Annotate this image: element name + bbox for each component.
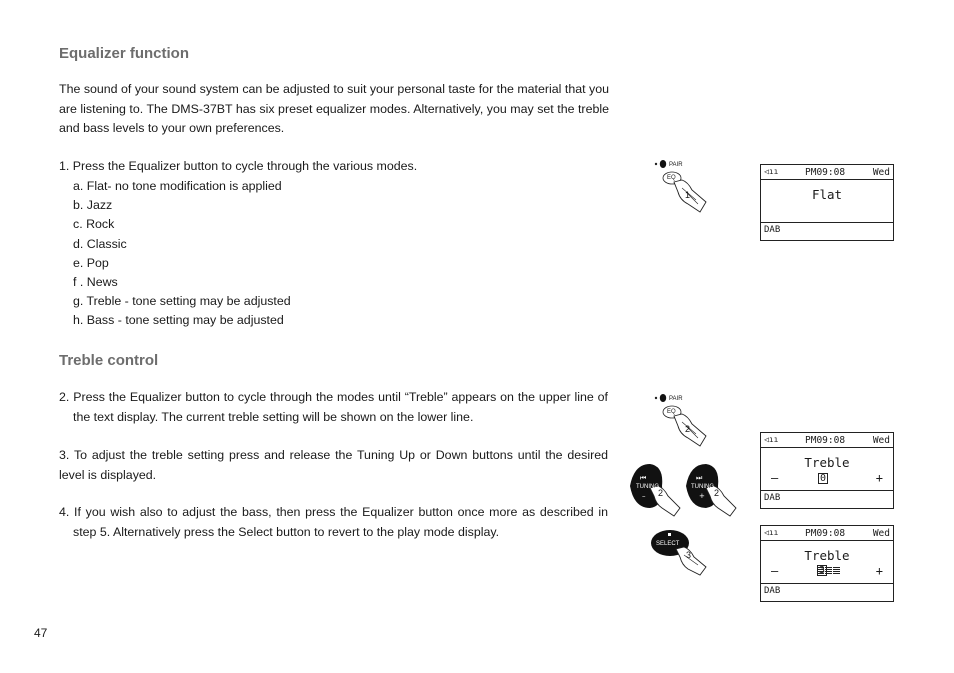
svg-text:+: +	[699, 492, 705, 500]
eq-label: EQ	[667, 175, 676, 181]
pointing-hand-icon	[650, 527, 716, 577]
lcd-plus: +	[875, 471, 883, 485]
tuning-buttons-illustration	[628, 458, 744, 518]
step-4-text: 4. If you wish also to adjust the bass, then press the Equalizer button once more as described in step 5. Alternatively press the Select button to revert to the play mode display.	[59, 505, 608, 539]
step-number: 2	[714, 488, 720, 498]
lcd-level: 3	[819, 565, 826, 576]
lcd-divider	[761, 540, 893, 541]
lcd-level-bars	[817, 566, 840, 575]
lcd-main-text: Flat	[811, 187, 843, 202]
mode-item: b. Jazz	[73, 198, 113, 213]
lcd-plus: +	[875, 564, 883, 578]
lcd-day: Wed	[872, 528, 890, 539]
select-button-illustration	[650, 527, 716, 577]
page-number: 47	[34, 626, 48, 640]
mode-item: f . News	[73, 275, 118, 290]
modes-list	[73, 177, 291, 331]
step-2	[59, 388, 608, 427]
pair-label: PAIR	[669, 396, 683, 402]
step-number: 2	[685, 424, 691, 434]
lcd-minus: –	[771, 471, 779, 485]
mode-item: h. Bass - tone setting may be adjusted	[73, 313, 284, 328]
lcd-level: 0	[820, 473, 827, 484]
mode-item: a. Flat- no tone modification is applied	[73, 179, 282, 193]
step-number: 2	[658, 488, 664, 498]
step-2-text: 2. Press the Equalizer button to cycle through the modes until “Treble” appears on the upper line of the text display. The current treble setting will be shown on the lower line.	[59, 390, 608, 424]
mode-item: d. Classic	[73, 236, 127, 251]
signal-icon: ◁ıı	[764, 528, 779, 537]
mode-item: c. Rock	[73, 217, 115, 232]
eq-button-illustration-1	[652, 158, 712, 218]
lcd-divider	[761, 222, 893, 223]
level-bar	[833, 567, 840, 575]
eq-label: EQ	[667, 409, 676, 415]
svg-text:⏭: ⏭	[696, 474, 703, 482]
select-label: SELECT	[656, 541, 680, 547]
lcd-time: PM09:08	[805, 435, 846, 446]
lcd-time: PM09:08	[805, 528, 846, 539]
treble-heading: Treble control	[59, 352, 159, 369]
lcd-main-text: Treble	[804, 548, 850, 563]
step-number: 1	[685, 190, 691, 200]
lcd-display-flat	[760, 164, 894, 241]
step-number: 3	[686, 550, 692, 560]
lcd-minus: –	[771, 564, 779, 578]
tuning-label: TUNING	[691, 484, 714, 490]
lcd-day: Wed	[872, 435, 890, 446]
lcd-display-treble-0	[760, 432, 894, 509]
equalizer-heading: Equalizer function	[59, 45, 190, 62]
lcd-day: Wed	[872, 167, 890, 178]
lcd-main-text: Treble	[804, 455, 850, 470]
step-3	[59, 446, 608, 485]
equalizer-intro: The sound of your sound system can be adjusted to suit your personal taste for the material that you are listening to. The DMS-37BT has six preset equalizer modes. Alternatively, you may set the treble and bass levels to your own preferences.	[59, 82, 609, 135]
lcd-time: PM09:08	[805, 167, 846, 178]
lcd-footer: DAB	[764, 225, 781, 235]
mode-item: e. Pop	[73, 255, 109, 270]
step-3-text: 3. To adjust the treble setting press and release the Tuning Up or Down buttons until the desired level is displayed.	[59, 448, 608, 482]
lcd-divider	[761, 179, 893, 180]
signal-icon: ◁ıı	[764, 435, 779, 444]
lcd-divider	[761, 447, 893, 448]
lcd-footer: DAB	[764, 493, 781, 503]
svg-text:–: –	[642, 492, 646, 500]
lcd-divider	[761, 583, 893, 584]
lcd-display-treble-3	[760, 525, 894, 602]
step-4	[59, 503, 608, 542]
svg-text:⏮: ⏮	[640, 474, 647, 482]
lcd-divider	[761, 490, 893, 491]
signal-icon: ◁ıı	[764, 167, 779, 176]
eq-button-illustration-2	[652, 392, 712, 452]
mode-item: g. Treble - tone setting may be adjusted	[73, 294, 291, 309]
lcd-footer: DAB	[764, 586, 781, 596]
pair-label: PAIR	[669, 162, 683, 168]
step-1: 1. Press the Equalizer button to cycle through the various modes.	[59, 159, 418, 173]
tuning-label: TUNING	[636, 484, 659, 490]
